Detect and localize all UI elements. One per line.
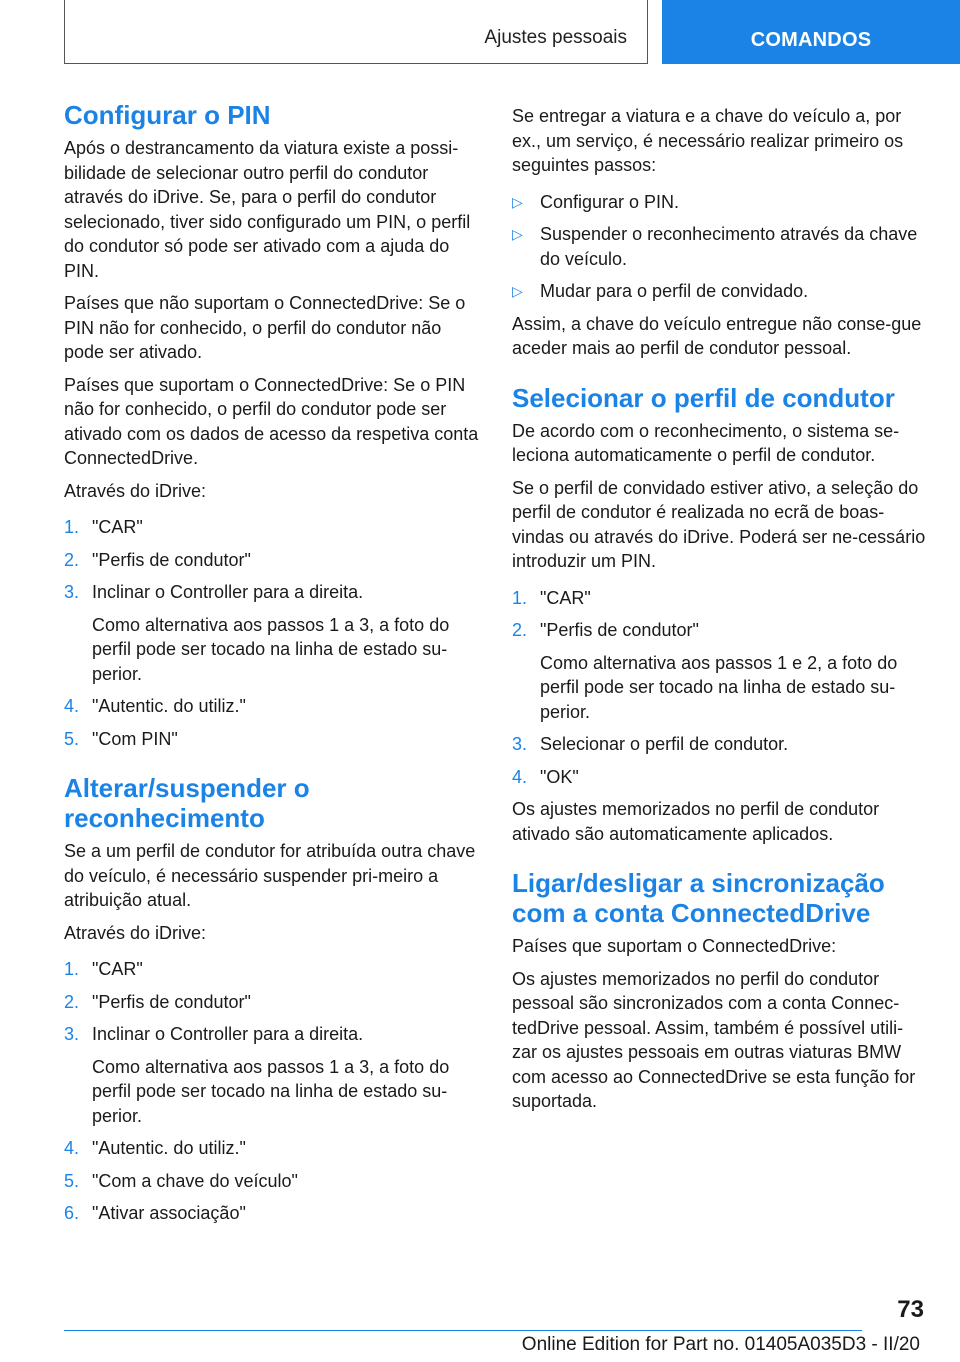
paragraph: Assim, a chave do veículo entregue não conse-gue aceder mais ao perfil de condutor pessoal. (512, 313, 922, 358)
list-item (64, 957, 479, 982)
steps-list (512, 586, 927, 790)
left-column (64, 100, 479, 1234)
paragraph: Se entregar a viatura e a chave do veículo a, por ex., um serviço, é necessário realizar primeiro os seguintes passos: (512, 106, 904, 175)
step-text: "CAR" (92, 959, 143, 979)
step-text: "Com a chave do veículo" (92, 1170, 298, 1191)
paragraph: Após o destrancamento da viatura existe a possi-bilidade de selecionar outro perfil do condutor através do iDrive. Se, para o perfil do condutor selecionado, tiver sido configurado um PIN, o perfil do condutor só pode ser ativado com a ajuda do PIN. (64, 138, 471, 281)
header-section-title: Ajustes pessoais (484, 27, 627, 48)
section-title-configurar-pin: Configurar o PIN (64, 100, 271, 130)
list-item (64, 1136, 479, 1161)
step-text: "Perfis de condutor" (92, 991, 251, 1012)
step-text: Selecionar o perfil de condutor. (540, 734, 789, 754)
section-title-sincronizacao: Ligar/desligar a sincronização com a conta ConnectedDrive (512, 868, 885, 928)
right-column (512, 104, 927, 1122)
step-number: 1. (512, 587, 528, 608)
step-text: Inclinar o Controller para a direita. (92, 1024, 364, 1044)
list-item (512, 279, 927, 304)
list-item (512, 222, 927, 271)
footer-divider (64, 1330, 862, 1331)
list-item (64, 515, 479, 540)
step-number: 2. (512, 620, 528, 640)
step-number: 2. (64, 991, 80, 1012)
step-number: 3. (512, 734, 528, 754)
list-item (512, 732, 927, 757)
step-number: 6. (64, 1203, 80, 1223)
list-item (64, 580, 479, 686)
paragraph: Países que suportam o ConnectedDrive: (512, 936, 837, 956)
step-text: "Perfis de condutor" (540, 620, 699, 640)
step-text: Inclinar o Controller para a direita. (92, 582, 364, 602)
step-number: 1. (64, 517, 80, 537)
list-item (64, 990, 479, 1015)
section-title-alterar-suspender: Alterar/suspender o reconhecimento (64, 773, 310, 833)
list-item (512, 618, 927, 724)
section-title-selecionar-perfil: Selecionar o perfil de condutor (512, 382, 895, 413)
list-item (512, 190, 927, 215)
step-note: Como alternativa aos passos 1 a 3, a foto do perfil pode ser tocado na linha de estado su-perior. (92, 1056, 450, 1126)
bullet-text: Suspender o reconhecimento através da chave do veículo. (540, 224, 918, 269)
step-number: 4. (512, 766, 528, 787)
list-item (64, 694, 479, 719)
paragraph: Através do iDrive: (64, 922, 207, 943)
list-item (64, 727, 479, 752)
step-number: 3. (64, 1024, 80, 1044)
step-text: "Ativar associação" (92, 1203, 246, 1223)
step-text: "Com PIN" (92, 728, 178, 749)
step-number: 3. (64, 582, 80, 602)
list-item (64, 1022, 479, 1128)
bullet-text: Configurar o PIN. (540, 191, 680, 212)
list-item (512, 765, 927, 790)
step-text: "Perfis de condutor" (92, 549, 251, 570)
bullet-text: Mudar para o perfil de convidado. (540, 281, 809, 301)
step-number: 5. (64, 728, 80, 749)
step-number: 4. (64, 696, 80, 716)
step-text: "OK" (540, 766, 579, 787)
paragraph: Países que suportam o ConnectedDrive: Se o PIN não for conhecido, o perfil do condutor pode ser ativado com os dados de acesso da respetiva conta ConnectedDrive. (64, 374, 479, 468)
header-section-box (64, 0, 648, 64)
steps-list (64, 957, 479, 1226)
step-number: 4. (64, 1138, 80, 1158)
paragraph: Através do iDrive: (64, 480, 207, 501)
list-item (64, 1201, 479, 1226)
paragraph: Países que não suportam o ConnectedDrive: Se o PIN não for conhecido, o perfil do condutor não pode ser ativado. (64, 293, 466, 362)
step-number: 1. (64, 959, 80, 979)
step-text: "Autentic. do utiliz." (92, 696, 246, 716)
footer-edition: Online Edition for Part no. 01405A035D3 - II/20 (521, 1334, 920, 1355)
steps-list (64, 515, 479, 751)
step-text: "CAR" (92, 517, 143, 537)
triangle-bullet-icon: ▷ (512, 226, 523, 242)
step-note: Como alternativa aos passos 1 a 3, a foto do perfil pode ser tocado na linha de estado su-perior. (92, 614, 450, 684)
paragraph: Se o perfil de convidado estiver ativo, a seleção do perfil de condutor é realizada no ecrã de boas-vindas ou através do iDrive. Poderá ser ne-cessário introduzir um PIN. (512, 477, 926, 571)
list-item (512, 586, 927, 611)
step-text: "Autentic. do utiliz." (92, 1138, 246, 1158)
triangle-bullet-icon: ▷ (512, 193, 523, 210)
paragraph: Se a um perfil de condutor for atribuída outra chave do veículo, é necessário suspender pri-meiro a atribuição atual. (64, 841, 476, 910)
paragraph: De acordo com o reconhecimento, o sistema se-leciona automaticamente o perfil de condutor. (512, 420, 900, 465)
step-note: Como alternativa aos passos 1 e 2, a foto do perfil pode ser tocado na linha de estado su-perior. (540, 652, 898, 722)
list-item (64, 548, 479, 573)
step-number: 2. (64, 549, 80, 570)
bullet-list (512, 190, 927, 304)
paragraph: Os ajustes memorizados no perfil do condutor pessoal são sincronizados com a conta Connec-tedDrive pessoal. Assim, também é possível utili-zar os ajustes pessoais em outras viaturas BMW com acesso ao ConnectedDrive se esta função for suportada. (512, 968, 916, 1111)
page-number: 73 (897, 1296, 924, 1323)
paragraph: Os ajustes memorizados no perfil de condutor ativado são automaticamente aplicados. (512, 799, 880, 844)
list-item (64, 1169, 479, 1194)
header-chapter-tab: COMANDOS (662, 0, 960, 64)
step-text: "CAR" (540, 587, 591, 608)
step-number: 5. (64, 1170, 80, 1191)
triangle-bullet-icon: ▷ (512, 283, 523, 299)
